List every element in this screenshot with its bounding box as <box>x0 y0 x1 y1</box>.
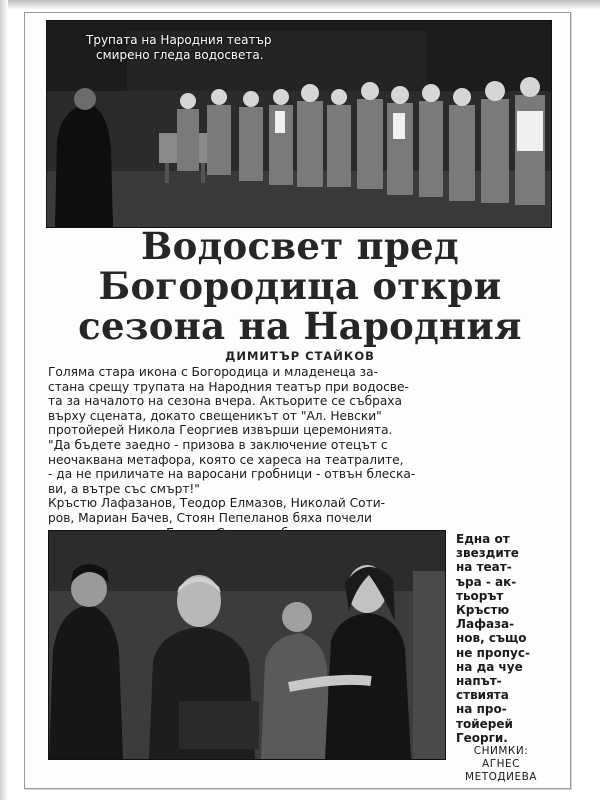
photo-caption-line: смирено гледа водосвета. <box>96 48 264 62</box>
side-caption-line: на да чуе <box>456 659 523 674</box>
body-line: ви, а вътре със смърт!" <box>48 481 200 496</box>
side-caption-line: Кръстю <box>456 603 510 618</box>
side-caption-line: ъра - ак- <box>456 574 517 589</box>
body-line: та за началото на сезона вчера. Актьорите се събраха <box>48 394 402 409</box>
side-caption-line: не пропус- <box>456 645 530 660</box>
body-line: стана срещу трупата на Народния театър при водосве- <box>48 379 409 394</box>
photo-credit-line: СНИМКИ: <box>473 745 529 757</box>
side-caption-line: Една от <box>456 532 510 546</box>
photo-caption-line: Трупата на Народния театър <box>86 33 272 47</box>
article-headline <box>40 226 560 346</box>
photo-credit <box>446 745 556 784</box>
body-line: - да не приличате на варосани гробници - отвън блеска- <box>48 467 416 482</box>
photo-credit-line: АГНЕС <box>482 758 520 770</box>
scan-edge-top <box>0 0 600 10</box>
headline-line: сезона на Народния <box>78 304 522 348</box>
side-caption-line: тойерей <box>456 716 513 731</box>
photo-credit-line: МЕТОДИЕВА <box>465 771 537 783</box>
body-line: "Да бъдете заедно - призова в заключение отецът с <box>48 437 388 452</box>
side-caption-line: на про- <box>456 702 507 717</box>
side-caption-line: нов, също <box>456 631 527 646</box>
side-caption-line: тьорът <box>456 588 504 603</box>
body-line: ров, Мариан Бачев, Стоян Пепеланов бяха почели <box>48 510 372 525</box>
scan-edge-left <box>0 0 8 800</box>
side-caption-line: Лафаза- <box>456 617 515 632</box>
side-caption-line: ствията <box>456 688 509 703</box>
body-line: върху сцената, докато свещеникът от "Ал. Невски" <box>48 408 382 423</box>
body-line: Кръстю Лафазанов, Теодор Елмазов, Николай Соти- <box>48 496 386 511</box>
photo-caption-side <box>456 532 562 745</box>
body-line: протойерей Никола Георгиев извърши церемонията. <box>48 423 393 438</box>
side-caption-line: Георги. <box>456 730 508 745</box>
headline-line: Богородица откри <box>98 264 502 308</box>
headline-line: Водосвет пред <box>141 224 459 268</box>
author-byline: ДИМИТЪР СТАЙКОВ <box>225 349 375 363</box>
side-caption-line: напът- <box>456 674 502 689</box>
body-line: Голяма стара икона с Богородица и младенеца за- <box>48 365 378 379</box>
side-caption-line: звездите <box>456 546 519 561</box>
body-line: неочаквана метафора, която се хареса на театралите, <box>48 452 404 467</box>
article-body <box>48 365 554 555</box>
photo-caption-top <box>86 33 376 63</box>
photo-actors-audience <box>48 530 446 760</box>
side-caption-line: на теат- <box>456 560 512 575</box>
